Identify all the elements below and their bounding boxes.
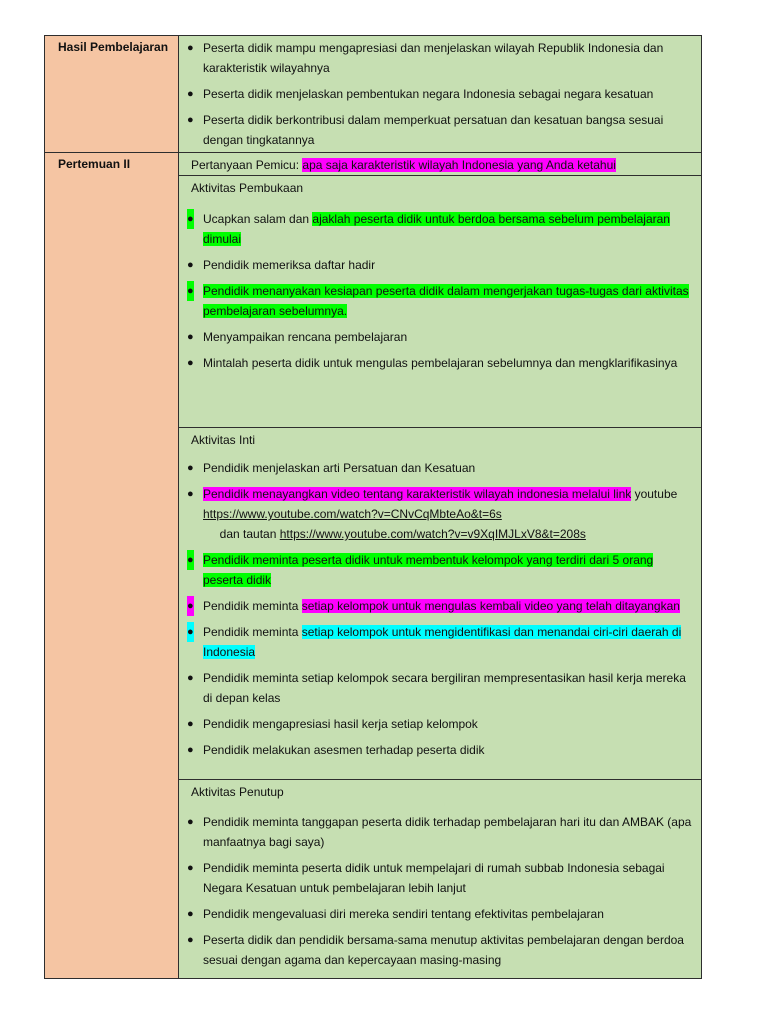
bullet-icon: ● bbox=[187, 596, 194, 616]
list-item: ● Pendidik mengevaluasi diri mereka sendiri tentang efektivitas pembelajaran bbox=[179, 904, 701, 924]
youtube-link-1[interactable]: https://www.youtube.com/watch?v=CNvCqMbteAo&t=6s bbox=[203, 507, 502, 521]
list-item: ● Pendidik menayangkan video tentang karakteristik wilayah indonesia melalui link youtube https://www.youtube.com/watch?v=CNvCqMbteAo&t=6s dan tautan https://www.youtube.com/watch?v=v9XqIMJLxV8&t=208s bbox=[179, 484, 701, 544]
list-item: ● Pendidik memeriksa daftar hadir bbox=[179, 255, 701, 275]
list-item: ● Pendidik menjelaskan arti Persatuan dan Kesatuan bbox=[179, 458, 701, 478]
list-item: ● Pendidik meminta setiap kelompok untuk mengulas kembali video yang telah ditayangkan bbox=[179, 596, 701, 616]
bullet-icon: ● bbox=[187, 550, 194, 570]
bullet-icon: ● bbox=[187, 488, 194, 500]
bullet-icon: ● bbox=[187, 42, 194, 54]
bullet-icon: ● bbox=[187, 862, 194, 874]
list-item: ● Peserta didik dan pendidik bersama-sama menutup aktivitas pembelajaran dengan berdoa sesuai dengan agama dan kepercayaan masing-masing bbox=[179, 930, 701, 970]
row-pertemuan bbox=[45, 153, 702, 979]
list-item: ● Pendidik melakukan asesmen terhadap peserta didik bbox=[179, 740, 701, 760]
bullet-icon: ● bbox=[187, 672, 194, 684]
content-cell-hasil bbox=[179, 36, 702, 153]
row-hasil bbox=[45, 36, 702, 153]
inti-title: Aktivitas Inti bbox=[191, 433, 256, 447]
bullet-icon: ● bbox=[187, 357, 194, 369]
bullet-icon: ● bbox=[187, 88, 194, 100]
list-item: ● Pendidik menanyakan kesiapan peserta didik dalam mengerjakan tugas-tugas dari aktivitas pembelajaran sebelumnya. bbox=[179, 281, 701, 321]
bullet-icon: ● bbox=[187, 259, 194, 271]
list-item: ● Mintalah peserta didik untuk mengulas pembelajaran sebelumnya dan mengklarifikasinya bbox=[179, 353, 701, 373]
list-item: ● Pendidik meminta setiap kelompok untuk mengidentifikasi dan menandai ciri-ciri daerah di Indonesia bbox=[179, 622, 701, 662]
pemicu-label: Pertanyaan Pemicu: bbox=[191, 158, 303, 172]
bullet-icon: ● bbox=[187, 331, 194, 343]
pemicu-question: apa saja karakteristik wilayah Indonesia yang Anda ketahui bbox=[302, 158, 616, 172]
list-item: ● Peserta didik berkontribusi dalam memperkuat persatuan dan kesatuan bangsa sesuai dengan tingkatannya bbox=[179, 110, 701, 150]
penutup-section bbox=[179, 779, 701, 970]
list-item: ● Pendidik meminta setiap kelompok secara bergiliran mempresentasikan hasil kerja mereka di depan kelas bbox=[179, 668, 701, 708]
pembukaan-title: Aktivitas Pembukaan bbox=[191, 181, 304, 195]
bullet-icon: ● bbox=[187, 934, 194, 946]
list-item: ● Menyampaikan rencana pembelajaran bbox=[179, 327, 701, 347]
label-cell-pertemuan bbox=[45, 153, 179, 979]
bullet-icon: ● bbox=[187, 281, 194, 301]
bullet-icon: ● bbox=[187, 462, 194, 474]
bullet-icon: ● bbox=[187, 209, 194, 229]
list-item: ● Peserta didik menjelaskan pembentukan negara Indonesia sebagai negara kesatuan bbox=[179, 84, 701, 104]
list-item: ● Pendidik meminta tanggapan peserta didik terhadap pembelajaran hari itu dan AMBAK (apa manfaatnya bagi saya) bbox=[179, 812, 701, 852]
list-item: ● Peserta didik mampu mengapresiasi dan menjelaskan wilayah Republik Indonesia dan karakteristik wilayahnya bbox=[179, 38, 701, 78]
hasil-label: Hasil Pembelajaran bbox=[58, 40, 169, 54]
pemicu-section bbox=[179, 153, 701, 175]
pertemuan-label: Pertemuan II bbox=[58, 157, 131, 171]
pembukaan-section bbox=[179, 175, 701, 427]
penutup-list bbox=[179, 802, 701, 970]
bullet-icon: ● bbox=[187, 908, 194, 920]
lesson-plan-table bbox=[44, 35, 702, 979]
content-cell-pertemuan bbox=[179, 153, 702, 979]
label-cell-hasil bbox=[45, 36, 179, 153]
list-item: ● Ucapkan salam dan ajaklah peserta didik untuk berdoa bersama sebelum pembelajaran dimulai bbox=[179, 209, 701, 249]
youtube-link-2[interactable]: https://www.youtube.com/watch?v=v9XqIMJLxV8&t=208s bbox=[279, 527, 586, 541]
bullet-icon: ● bbox=[187, 744, 194, 756]
bullet-icon: ● bbox=[187, 622, 194, 642]
list-item: ● Pendidik meminta peserta didik untuk mempelajari di rumah subbab Indonesia sebagai Negara Kesatuan untuk pembelajaran lebih lanjut bbox=[179, 858, 701, 898]
list-item: ● Pendidik mengapresiasi hasil kerja setiap kelompok bbox=[179, 714, 701, 734]
bullet-icon: ● bbox=[187, 718, 194, 730]
pembukaan-list bbox=[179, 198, 701, 373]
inti-section bbox=[179, 427, 701, 779]
hasil-list bbox=[179, 36, 701, 150]
inti-list bbox=[179, 450, 701, 760]
penutup-title: Aktivitas Penutup bbox=[191, 785, 284, 799]
list-item: ● Pendidik meminta peserta didik untuk membentuk kelompok yang terdiri dari 5 orang peserta didik bbox=[179, 550, 701, 590]
bullet-icon: ● bbox=[187, 816, 194, 828]
bullet-icon: ● bbox=[187, 114, 194, 126]
